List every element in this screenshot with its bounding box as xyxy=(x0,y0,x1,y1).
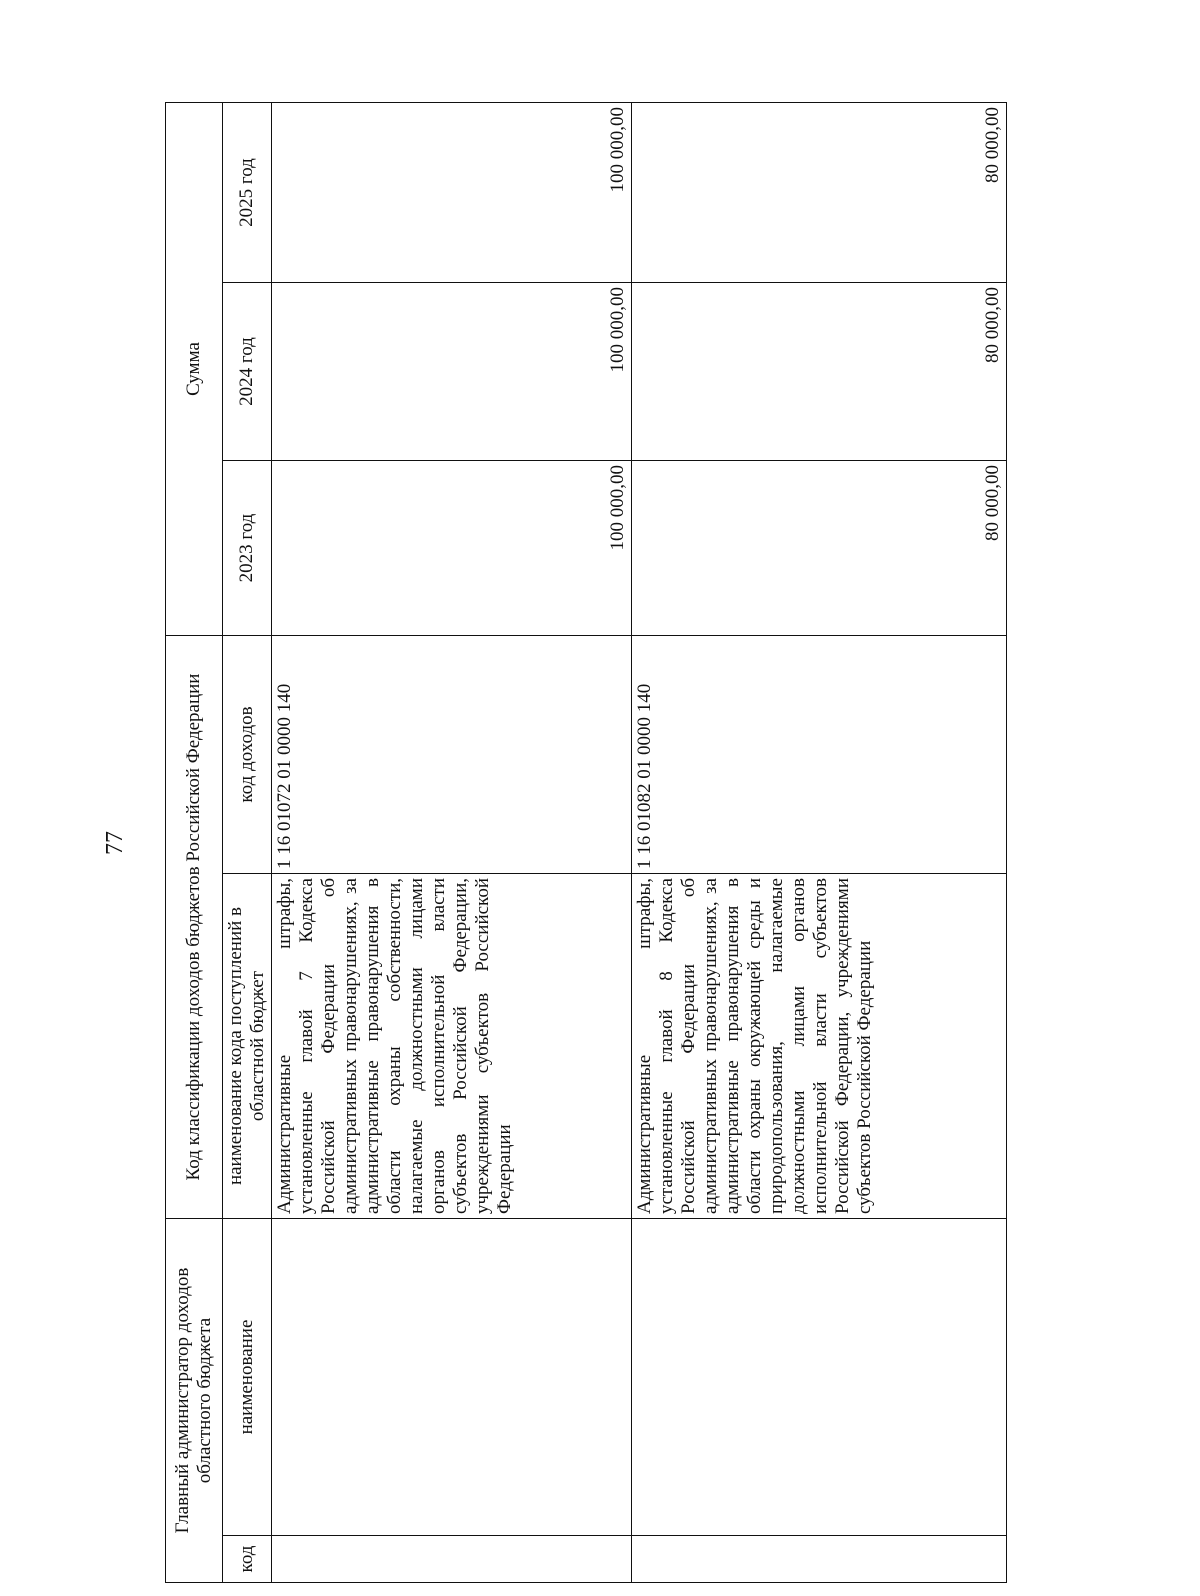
table-row xyxy=(272,103,632,1583)
col-header-code: код xyxy=(223,1536,272,1583)
row-revenue-name: Административные штрафы, установленные главой 8 Кодекса Российской Федерации об административных правонарушениях, за административные правонарушения в области охраны окружающей среды и природопользования, налагаемые должностными лицами органов исполнительной власти субъектов Российской Федерации, учреждениями субъектов Российской Федерации xyxy=(632,874,1007,1219)
row-code xyxy=(272,1536,632,1583)
row-value-2024: 80 000,00 xyxy=(632,283,1007,461)
row-code xyxy=(632,1536,1007,1583)
sum-group-header: Сумма xyxy=(166,103,223,636)
row-value-2024: 100 000,00 xyxy=(272,283,632,461)
row-value-2025: 80 000,00 xyxy=(632,103,1007,283)
col-header-name: наименование xyxy=(223,1219,272,1536)
row-revenue-code: 1 16 01082 01 0000 140 xyxy=(632,636,1007,874)
header-row-2 xyxy=(223,103,272,1583)
col-header-2023: 2023 год xyxy=(223,461,272,636)
table-row xyxy=(632,103,1007,1583)
row-name xyxy=(632,1219,1007,1536)
row-value-2025: 100 000,00 xyxy=(272,103,632,283)
col-header-2024: 2024 год xyxy=(223,283,272,461)
page-number: 77 xyxy=(102,831,128,855)
admin-group-header: Главный администратор доходов областного бюджета xyxy=(166,1219,223,1583)
col-header-revenue-name: наименование кода поступлений в областной бюджет xyxy=(223,874,272,1219)
col-header-revenue-code: код доходов xyxy=(223,636,272,874)
row-value-2023: 100 000,00 xyxy=(272,461,632,636)
budget-table-rotated xyxy=(165,103,1005,1583)
row-revenue-code: 1 16 01072 01 0000 140 xyxy=(272,636,632,874)
row-name xyxy=(272,1219,632,1536)
col-header-2025: 2025 год xyxy=(223,103,272,283)
row-revenue-name: Административные штрафы, установленные главой 7 Кодекса Российской Федерации об административных правонарушениях, за административные правонарушения в области охраны собственности, налагаемые должностными лицами органов исполнительной власти субъектов Российской Федерации, учреждениями субъектов Российской Федерации xyxy=(272,874,632,1219)
header-row-1 xyxy=(166,103,223,1583)
row-value-2023: 80 000,00 xyxy=(632,461,1007,636)
classification-group-header: Код классификации доходов бюджетов Российской Федерации xyxy=(166,636,223,1219)
budget-revenue-table xyxy=(165,102,1007,1583)
